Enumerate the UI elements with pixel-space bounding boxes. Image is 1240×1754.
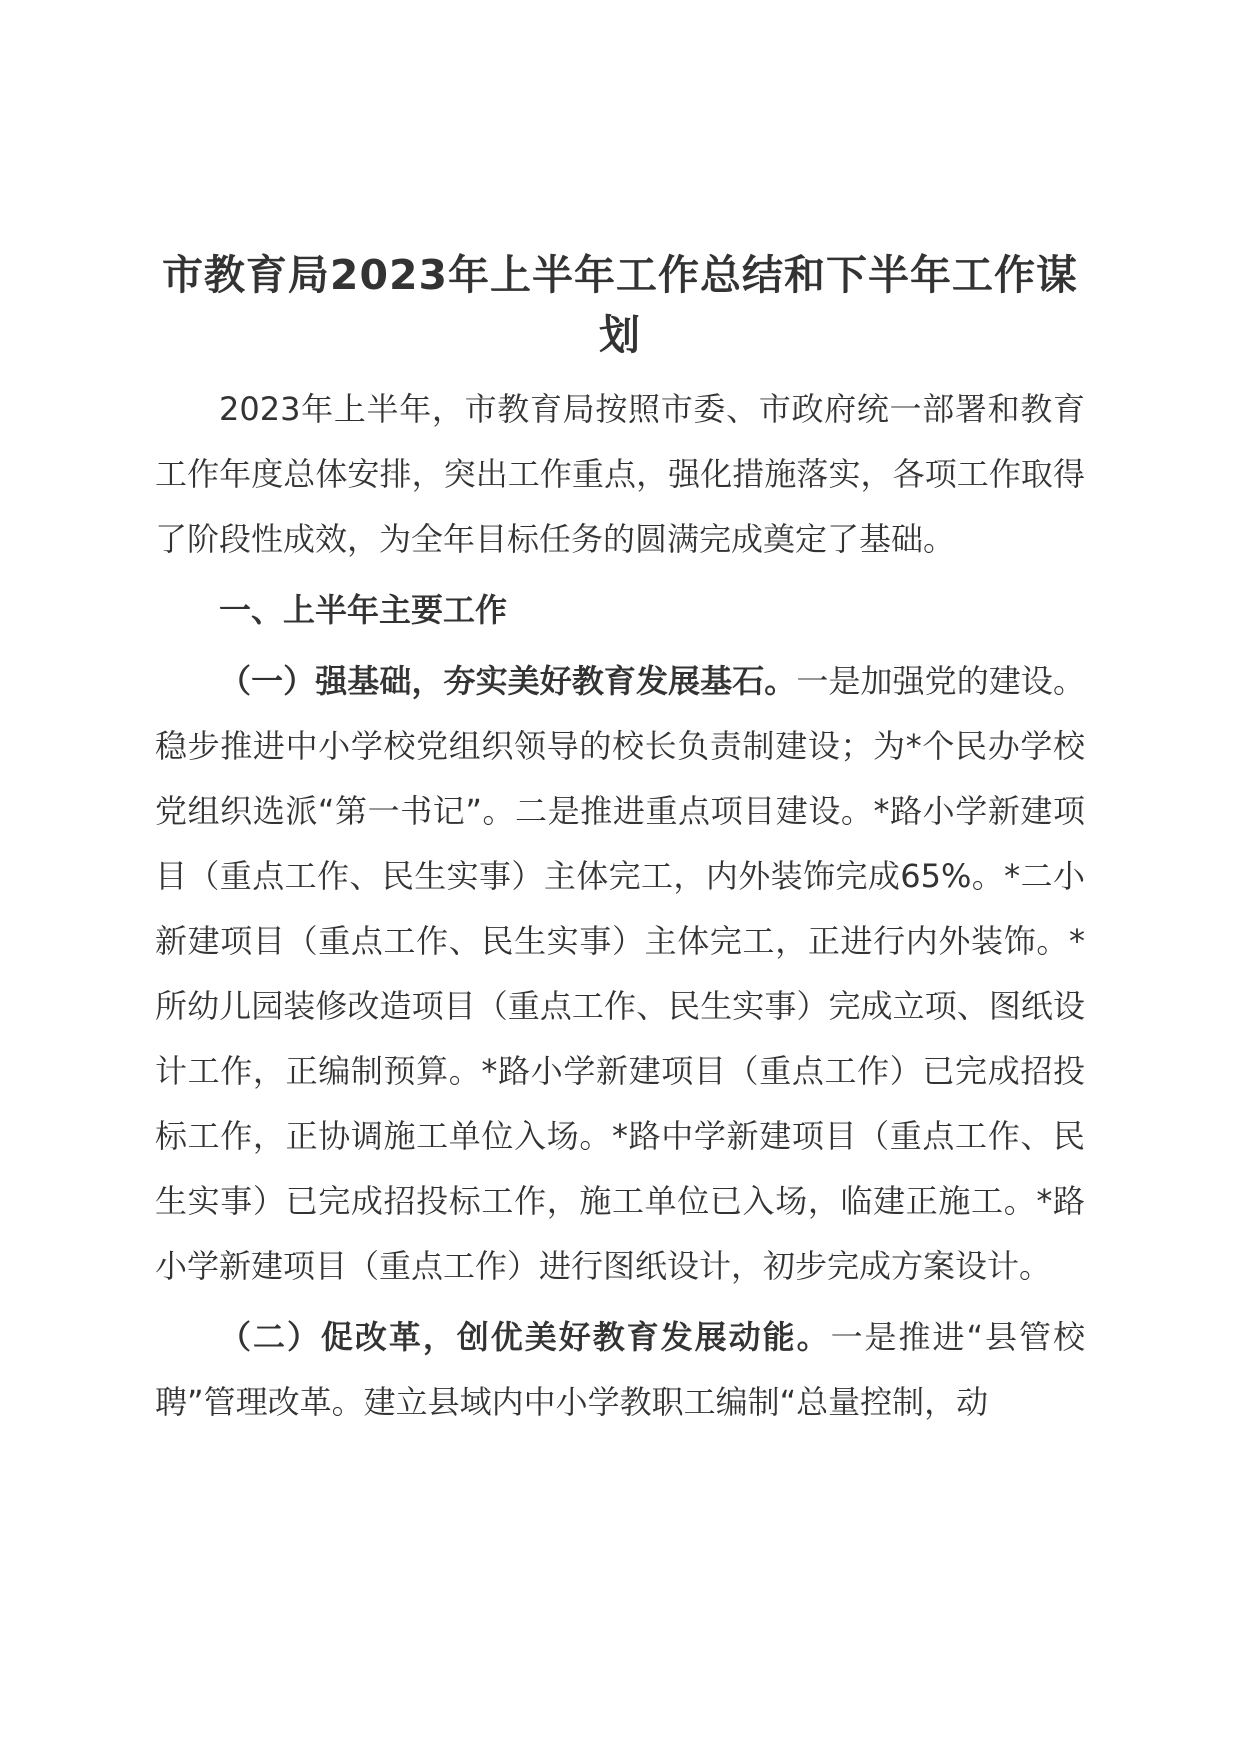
intro-paragraph: 2023年上半年，市教育局按照市委、市政府统一部署和教育工作年度总体安排，突出工作重点，强化措施落实，各项工作取得了阶段性成效，为全年目标任务的圆满完成奠定了基础。 [155, 390, 1085, 558]
item-paragraph-1 [155, 649, 1085, 1299]
document-body [155, 245, 1085, 1435]
document-title: 市教育局2023年上半年工作总结和下半年工作谋划 [161, 251, 1079, 359]
item-body-2: 一是推进“县管校聘”管理改革。建立县域内中小学教职工编制“总量控制，动 [155, 1318, 1085, 1421]
item-paragraph-2 [155, 1305, 1085, 1435]
item-lead-2: （二）促改革，创优美好教育发展动能。 [219, 1318, 831, 1356]
item-body-1: 一是加强党的建设。稳步推进中小学校党组织领导的校长负责制建设；为*个民办学校党组织选派“第一书记”。二是推进重点项目建设。*路小学新建项目（重点工作、民生实事）主体完工，内外装饰完成65%。*二小新建项目（重点工作、民生实事）主体完工，正进行内外装饰。*所幼儿园装修改造项目（重点工作、民生实事）完成立项、图纸设计工作，正编制预算。*路小学新建项目（重点工作）已完成招投标工作，正协调施工单位入场。*路中学新建项目（重点工作、民生实事）已完成招投标工作，施工单位已入场，临建正施工。*路小学新建项目（重点工作）进行图纸设计，初步完成方案设计。 [155, 662, 1085, 1285]
item-lead-1: （一）强基础，夯实美好教育发展基石。 [219, 662, 797, 700]
section-heading: 一、上半年主要工作 [219, 591, 508, 629]
